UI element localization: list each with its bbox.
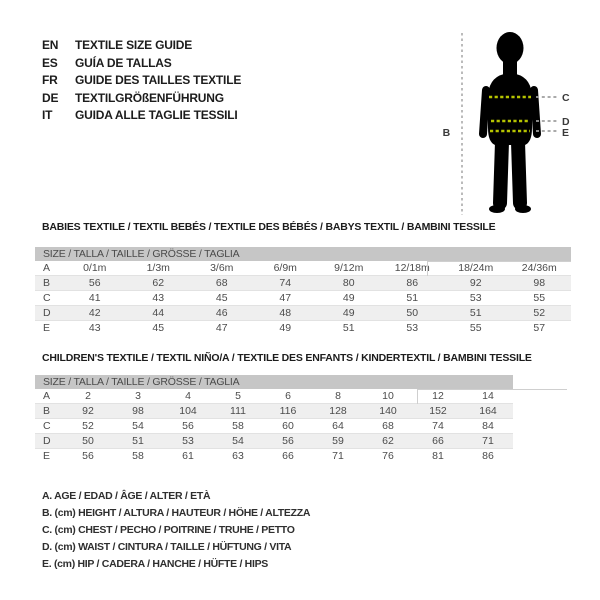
table-cell: 140: [379, 405, 397, 417]
table-cell: 92: [82, 405, 94, 417]
table-cell: 44: [152, 307, 165, 319]
table-cell: 9/12m: [334, 262, 364, 274]
table-cell: 43: [152, 292, 165, 304]
babies-section-heading: BABIES TEXTILE / TEXTIL BEBÉS / TEXTILE DES BÉBÉS / BABYS TEXTIL / BAMBINI TESSILE: [42, 221, 496, 233]
table-cell: 104: [179, 405, 197, 417]
table-cell: 58: [132, 450, 144, 462]
children-table-body: [35, 389, 513, 464]
table-cell: 66: [432, 435, 444, 447]
table-cell: 46: [215, 307, 228, 319]
table-cell: 62: [152, 277, 165, 289]
table-row: [35, 276, 571, 291]
silhouette-left-arm: [483, 90, 486, 134]
table-cell: 45: [215, 292, 228, 304]
row-label: B: [43, 277, 51, 289]
child-silhouette-icon: [483, 32, 537, 213]
table-cell: 63: [232, 450, 244, 462]
language-code: IT: [42, 108, 53, 122]
table-cell: 52: [533, 307, 546, 319]
silhouette-left-leg: [500, 142, 502, 203]
table-cell: 18/24m: [458, 262, 494, 274]
table-cell: 4: [185, 390, 191, 402]
legend-item: B. (cm) HEIGHT / ALTURA / HAUTEUR / HÖHE / ALTEZZA: [42, 507, 311, 519]
table-cell: 128: [329, 405, 347, 417]
table-cell: 10: [382, 390, 394, 402]
table-cell: 50: [406, 307, 419, 319]
table-cell: 42: [88, 307, 101, 319]
table-row: [35, 389, 513, 404]
language-code: FR: [42, 73, 58, 87]
table-cell: 51: [342, 322, 355, 334]
table-cell: 74: [279, 277, 292, 289]
table-cell: 43: [88, 322, 101, 334]
table-cell: 80: [342, 277, 355, 289]
language-title: GUIDA ALLE TAGLIE TESSILI: [75, 108, 238, 122]
table-cell: 2: [85, 390, 91, 402]
children-size-table: [35, 375, 513, 464]
table-cell: 49: [342, 292, 355, 304]
row-label: A: [43, 262, 51, 274]
waist-label: D: [562, 116, 570, 128]
table-row: [35, 321, 571, 336]
babies-table-body: [35, 261, 571, 336]
language-code: EN: [42, 38, 59, 52]
table-cell: 45: [152, 322, 165, 334]
table-cell: 58: [232, 420, 244, 432]
table-cell: 5: [235, 390, 241, 402]
language-title: GUIDE DES TAILLES TEXTILE: [75, 73, 242, 87]
silhouette-right-leg: [518, 142, 520, 203]
chest-label: C: [562, 92, 570, 104]
table-cell: 0/1m: [83, 262, 107, 274]
table-cell: 51: [132, 435, 144, 447]
table-row: [35, 434, 513, 449]
table-row: [35, 449, 513, 464]
row-label: E: [43, 322, 51, 334]
table-row: [35, 306, 571, 321]
row-label: C: [43, 292, 51, 304]
table-cell: 74: [432, 420, 444, 432]
language-code: ES: [42, 55, 58, 70]
measurement-legend: [42, 488, 310, 573]
table-row: [35, 404, 513, 419]
table-cell: 86: [482, 450, 494, 462]
height-label: B: [442, 127, 450, 139]
table-cell: 164: [479, 405, 497, 417]
silhouette-right-foot: [515, 205, 531, 213]
measurement-figure: [430, 10, 600, 230]
table-row: [35, 419, 513, 434]
table-cell: 1/3m: [146, 262, 170, 274]
language-title: TEXTILE SIZE GUIDE: [75, 38, 193, 52]
row-label: C: [43, 420, 51, 432]
babies-size-table: [35, 247, 571, 336]
table-cell: 14: [482, 390, 494, 402]
table-cell: 53: [469, 292, 482, 304]
table-cell: 81: [432, 450, 444, 462]
language-row: [42, 107, 241, 125]
table-cell: 59: [332, 435, 344, 447]
table-cell: 24/36m: [521, 262, 557, 274]
table-cell: 3/6m: [210, 262, 234, 274]
table-cell: 6: [285, 390, 291, 402]
table-cell: 64: [332, 420, 344, 432]
language-title: TEXTILGRÖßENFÜHRUNG: [75, 90, 224, 105]
table-cell: 8: [335, 390, 341, 402]
table-cell: 71: [332, 450, 344, 462]
table-cell: 71: [482, 435, 494, 447]
silhouette-neck: [503, 58, 517, 76]
legend-item: A. AGE / EDAD / ÂGE / ALTER / ETÀ: [42, 490, 211, 502]
row-label: B: [43, 405, 51, 417]
language-title: GUÍA DE TALLAS: [75, 55, 172, 70]
table-cell: 54: [132, 420, 144, 432]
table-cell: 54: [232, 435, 244, 447]
table-cell: 53: [406, 322, 419, 334]
legend-item: E. (cm) HIP / CADERA / HANCHE / HÜFTE / HIPS: [42, 558, 268, 570]
table-cell: 111: [230, 405, 246, 417]
table-cell: 53: [182, 435, 194, 447]
language-row: [42, 72, 241, 90]
table-cell: 98: [132, 405, 144, 417]
table-cell: 92: [469, 277, 482, 289]
table-cell: 98: [533, 277, 546, 289]
table-cell: 56: [82, 450, 94, 462]
table-cell: 49: [279, 322, 292, 334]
table-cell: 68: [382, 420, 394, 432]
row-label: D: [43, 307, 51, 319]
table-cell: 56: [282, 435, 294, 447]
table-cell: 68: [215, 277, 228, 289]
table-cell: 12/18m: [394, 262, 430, 274]
table-cell: 6/9m: [273, 262, 297, 274]
table-cell: 12: [432, 390, 444, 402]
table-cell: 49: [342, 307, 355, 319]
language-row: [42, 55, 241, 73]
table-cell: 50: [82, 435, 94, 447]
table-cell: 57: [533, 322, 546, 334]
language-row: [42, 37, 241, 55]
hip-label: E: [562, 127, 569, 139]
table-cell: 84: [482, 420, 494, 432]
table-cell: 62: [382, 435, 394, 447]
row-label: A: [43, 390, 51, 402]
table-cell: 56: [88, 277, 101, 289]
table-cell: 3: [135, 390, 141, 402]
table-cell: 55: [533, 292, 546, 304]
table-size-header: SIZE / TALLA / TAILLE / GRÖSSE / TAGLIA: [35, 247, 571, 261]
table-cell: 60: [282, 420, 294, 432]
silhouette-torso: [488, 74, 532, 145]
table-cell: 61: [182, 450, 194, 462]
table-cell: 56: [182, 420, 194, 432]
table-size-header: SIZE / TALLA / TAILLE / GRÖSSE / TAGLIA: [35, 375, 513, 389]
table-cell: 52: [82, 420, 94, 432]
table-cell: 76: [382, 450, 394, 462]
table-cell: 86: [406, 277, 419, 289]
language-title-list: [42, 37, 241, 125]
table-cell: 47: [279, 292, 292, 304]
row-label: E: [43, 450, 51, 462]
legend-item: D. (cm) WAIST / CINTURA / TAILLE / HÜFTUNG / VITA: [42, 541, 292, 553]
silhouette-left-foot: [489, 205, 505, 213]
table-cell: 116: [279, 405, 297, 417]
language-row: [42, 90, 241, 108]
legend-item: C. (cm) CHEST / PECHO / POITRINE / TRUHE / PETTO: [42, 524, 295, 536]
table-cell: 41: [88, 292, 101, 304]
children-section-heading: CHILDREN'S TEXTILE / TEXTIL NIÑO/A / TEXTILE DES ENFANTS / KINDERTEXTIL / BAMBINI TESSILE: [42, 352, 532, 364]
table-row: [35, 261, 571, 276]
table-cell: 66: [282, 450, 294, 462]
table-cell: 55: [469, 322, 482, 334]
table-cell: 48: [279, 307, 292, 319]
table-cell: 51: [469, 307, 482, 319]
table-cell: 47: [215, 322, 228, 334]
table-cell: 51: [406, 292, 419, 304]
table-cell: 152: [429, 405, 447, 417]
table-row: [35, 291, 571, 306]
language-code: DE: [42, 90, 59, 105]
row-label: D: [43, 435, 51, 447]
